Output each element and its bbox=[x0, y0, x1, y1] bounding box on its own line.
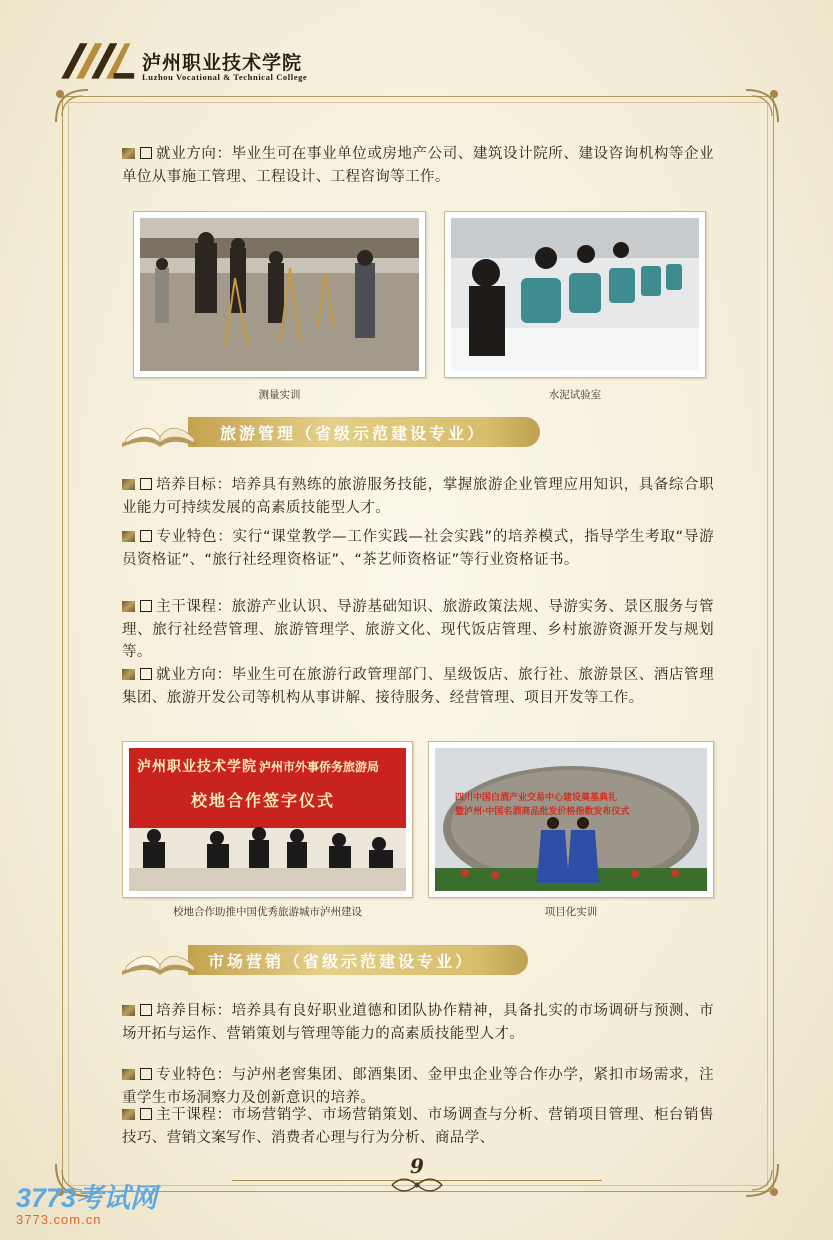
checkbox-glyph bbox=[140, 1004, 152, 1016]
banner-title-marketing: 市场营销（省级示范建设专业） bbox=[208, 952, 475, 971]
bullet-marker bbox=[122, 531, 135, 542]
checkbox-glyph bbox=[140, 478, 152, 490]
open-book-icon bbox=[118, 413, 200, 449]
bullet-marker bbox=[122, 479, 135, 490]
bullet-marker bbox=[122, 1005, 135, 1016]
college-name-en: Luzhou Vocational & Technical College bbox=[142, 72, 308, 82]
bullet-marker bbox=[122, 601, 135, 612]
survey-training-image bbox=[140, 218, 419, 371]
site-watermark bbox=[16, 1176, 157, 1227]
checkbox-glyph bbox=[140, 600, 152, 612]
paragraph-marketing-courses: 主干课程：市场营销学、市场营销策划、市场调查与分析、营销项目管理、柜台销售技巧、营销文案写作、消费者心理与行为分析、商品学、 bbox=[122, 1107, 714, 1146]
bullet-marker bbox=[122, 148, 135, 159]
section-banner-tourism bbox=[118, 413, 540, 447]
caption-project-training: 项目化实训 bbox=[544, 906, 598, 918]
banner-line-1b: 泸州市外事侨务旅游局 bbox=[259, 760, 380, 774]
open-book-icon bbox=[118, 941, 200, 977]
paragraph-tourism-feature: 专业特色：实行“课堂教学—工作实践—社会实践”的培养模式，指导学生考取“导游员资格证”、“旅行社经理资格证”、“茶艺师资格证”等行业资格证书。 bbox=[122, 529, 714, 568]
caption-signing-ceremony: 校地合作助推中国优秀旅游城市泸州建设 bbox=[173, 906, 362, 918]
banner-title-tourism: 旅游管理（省级示范建设专业） bbox=[220, 424, 487, 443]
paragraph-marketing-goal: 培养目标：培养具有良好职业道德和团队协作精神，具备扎实的市场调研与预测、市场开拓与运作、营销策划与管理等能力的高素质技能型人才。 bbox=[122, 1003, 714, 1042]
photo-project-training bbox=[428, 741, 714, 898]
caption-cement-lab: 水泥试验室 bbox=[548, 389, 602, 401]
page-number: 9 bbox=[410, 1154, 424, 1178]
paragraph-tourism-courses: 主干课程：旅游产业认识、导游基础知识、旅游政策法规、导游实务、景区服务与管理、旅行社经营管理、旅游管理学、旅游文化、现代饭店管理、乡村旅游资源开发与规划等。 bbox=[122, 599, 714, 660]
watermark-logo-text: 3773考试网 bbox=[16, 1183, 158, 1213]
paragraph-tourism-employment: 就业方向：毕业生可在旅游行政管理部门、星级饭店、旅行社、旅游景区、酒店管理集团、旅游开发公司等机构从事讲解、接待服务、经营管理、项目开发等工作。 bbox=[122, 667, 714, 706]
checkbox-glyph bbox=[140, 147, 152, 159]
checkbox-glyph bbox=[140, 668, 152, 680]
college-logo bbox=[52, 38, 136, 82]
banner-line-1a: 泸州职业技术学院 bbox=[137, 759, 257, 775]
footer-ornament bbox=[388, 1176, 446, 1194]
corner-ornament-bottom-right bbox=[742, 1160, 782, 1200]
corner-ornament-top-left bbox=[52, 86, 92, 126]
section-banner-marketing bbox=[118, 941, 528, 975]
banner-line-2: 校地合作签字仪式 bbox=[191, 791, 336, 810]
stone-inscription-line2: 暨泸州·中国名酒商品批发价格指数发布仪式 bbox=[455, 807, 630, 817]
paragraph-marketing-feature: 专业特色：与泸州老窖集团、郎酒集团、金甲虫企业等合作办学，紧扣市场需求，注重学生市场洞察力及创新意识的培养。 bbox=[122, 1067, 714, 1106]
photo-signing-ceremony bbox=[122, 741, 413, 898]
college-name-cn: 泸州职业技术学院 bbox=[142, 52, 303, 74]
checkbox-glyph bbox=[140, 530, 152, 542]
bullet-marker bbox=[122, 1109, 135, 1120]
watermark-url: 3773.com.cn bbox=[16, 1212, 102, 1227]
bullet-marker bbox=[122, 1069, 135, 1080]
caption-survey-training: 测量实训 bbox=[258, 389, 301, 401]
cement-lab-image bbox=[451, 218, 699, 371]
project-training-image bbox=[435, 748, 707, 891]
signing-ceremony-image bbox=[129, 748, 406, 891]
photo-cement-lab bbox=[444, 211, 706, 378]
paragraph-construction-employment: 就业方向：毕业生可在事业单位或房地产公司、建筑设计院所、建设咨询机构等企业单位从事施工管理、工程设计、工程咨询等工作。 bbox=[122, 146, 714, 185]
corner-ornament-top-right bbox=[742, 86, 782, 126]
checkbox-glyph bbox=[140, 1068, 152, 1080]
paragraph-tourism-goal: 培养目标：培养具有熟练的旅游服务技能，掌握旅游企业管理应用知识，具备综合职业能力可持续发展的高素质技能型人才。 bbox=[122, 477, 714, 516]
stone-inscription-line1: 四川中国白酒产业交易中心建设奠基典礼 bbox=[455, 793, 618, 803]
bullet-marker bbox=[122, 669, 135, 680]
checkbox-glyph bbox=[140, 1108, 152, 1120]
photo-survey-training bbox=[133, 211, 426, 378]
